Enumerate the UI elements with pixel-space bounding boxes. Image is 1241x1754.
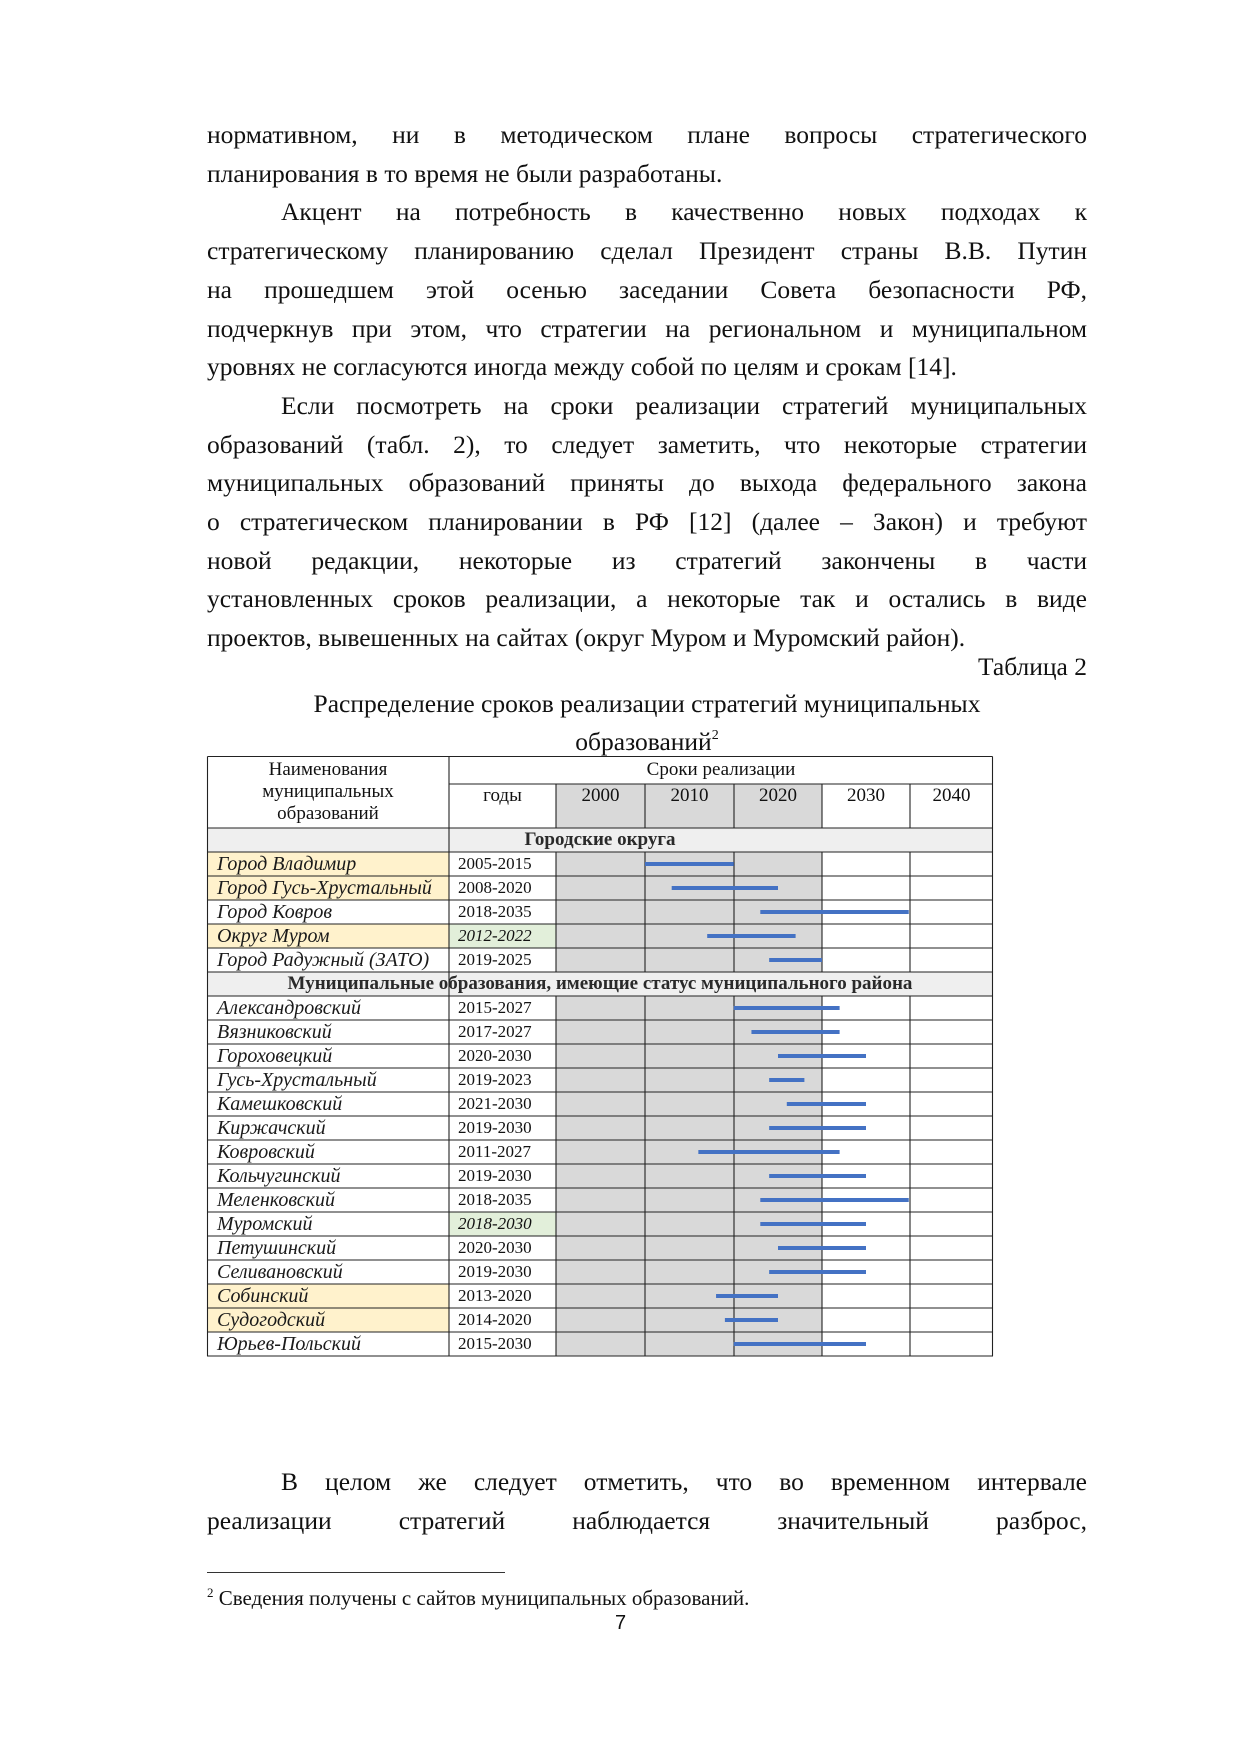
caption-footnote-ref: 2 [711,728,719,743]
municipality-name: Селивановский [217,1261,343,1283]
footnote-separator [207,1572,505,1573]
text-line: проектов, вывешенных на сайтах (округ Муром и Муромский район). [207,623,966,653]
municipality-name: Город Ковров [217,901,333,923]
municipality-name: Петушинский [217,1237,337,1259]
municipality-name: Камешковский [217,1093,343,1115]
municipality-name: Город Радужный (ЗАТО) [217,949,430,971]
implementation-years: 2018-2035 [458,902,532,921]
municipality-name: Собинский [217,1285,309,1307]
decade-header-2030: 2030 [847,785,885,806]
bottom-paragraph [207,1463,1087,1540]
implementation-years: 2011-2027 [458,1142,532,1161]
implementation-years: 2014-2020 [458,1310,532,1329]
municipality-name: Александровский [217,997,361,1019]
text-line: стратегическому планированию сделал Президент страны В.В. Путин [207,236,1087,266]
caption-line-2-text: образований [575,727,712,756]
implementation-years: 2019-2030 [458,1118,532,1137]
name-header-line: образований [277,803,379,824]
text-line: реализации стратегий наблюдается значительный разброс, [207,1505,1087,1535]
text-line: новой редакции, некоторые из стратегий закончены в части [207,545,1087,575]
shaded-period-cells [556,1308,822,1332]
strategy-schedule-table [207,756,993,1358]
text-line: уровнях не согласуются иногда между собой по целям и срокам [14]. [207,352,957,382]
decade-header-2000: 2000 [581,785,620,806]
municipality-name: Город Гусь-Хрустальный [217,877,432,899]
implementation-years: 2015-2027 [458,998,532,1017]
name-column-header [207,759,449,825]
name-header-line: Наименования [268,759,388,780]
implementation-years: 2017-2027 [458,1022,532,1041]
implementation-years: 2008-2020 [458,878,532,897]
municipality-name: Вязниковский [217,1021,332,1043]
implementation-years: 2013-2020 [458,1286,532,1305]
caption-line-1: Распределение сроков реализации стратегий муниципальных [313,689,981,718]
text-line: нормативном, ни в методическом плане вопросы стратегического [207,120,1087,149]
implementation-years: 2015-2030 [458,1334,532,1353]
municipality-name: Юрьев-Польский [217,1333,361,1355]
section-title: Городские округа [524,829,676,850]
top-paragraph [207,193,1087,387]
implementation-years: 2018-2030 [458,1214,532,1233]
text-line: о стратегическом планировании в РФ [12] (далее – Закон) и требуют [207,507,1087,537]
top-paragraph [207,116,1087,193]
table-label: Таблица 2 [977,652,1087,681]
municipality-name: Гороховецкий [217,1045,333,1067]
text-line: планирования в то время не были разработаны. [207,158,723,188]
text-line: установленных сроков реализации, а некоторые так и остались в виде [207,584,1087,614]
body-text-bottom [207,1463,1087,1540]
decade-header-2010: 2010 [670,785,709,806]
implementation-years: 2019-2025 [458,950,532,969]
municipality-name: Округ Муром [217,925,330,947]
footnote-marker: 2 [207,1585,214,1600]
municipality-name: Киржачский [217,1117,326,1139]
implementation-years: 2019-2030 [458,1166,532,1185]
implementation-years: 2019-2023 [458,1070,532,1089]
footnote-text: Сведения получены с сайтов муниципальных образований. [218,1586,750,1610]
caption-line-2 [207,720,1087,758]
table-caption [207,688,1087,758]
text-line: подчеркнув при этом, что стратегии на региональном и муниципальном [207,313,1087,343]
municipality-name: Кольчугинский [217,1165,341,1187]
municipality-name: Меленковский [217,1189,336,1211]
period-group-header: Сроки реализации [646,759,796,780]
text-line: на прошедшем этой осенью заседании Совета безопасности РФ, [207,274,1087,304]
page-number: 7 [614,1612,627,1634]
municipality-name: Город Владимир [217,853,357,875]
implementation-years: 2020-2030 [458,1046,532,1065]
shaded-period-cells [556,1284,822,1308]
text-line: образований (табл. 2), то следует заметить, что некоторые стратегии [207,429,1087,459]
implementation-years: 2021-2030 [458,1094,532,1113]
text-line: Акцент на потребность в качественно новых подходах к [281,197,1087,227]
decade-header-2040: 2040 [932,785,971,806]
body-text-top [207,116,1087,658]
text-line: муниципальных образований приняты до выхода федерального закона [207,468,1087,498]
implementation-years: 2005-2015 [458,854,532,873]
text-line: Если посмотреть на сроки реализации стратегий муниципальных [281,390,1087,420]
shaded-period-cells [556,1092,822,1116]
implementation-years: 2019-2030 [458,1262,532,1281]
footnote [207,1585,749,1611]
decade-header-2020: 2020 [759,785,797,806]
implementation-years: 2012-2022 [458,926,532,945]
implementation-years: 2020-2030 [458,1238,532,1257]
section-title: Муниципальные образования, имеющие статус муниципального района [287,973,913,994]
municipality-name: Гусь-Хрустальный [217,1069,377,1091]
municipality-name: Судогодский [217,1309,326,1331]
name-header-line: муниципальных [262,781,394,802]
text-line: В целом же следует отметить, что во временном интервале [281,1467,1087,1496]
municipality-name: Муромский [217,1213,313,1235]
implementation-years: 2018-2035 [458,1190,532,1209]
years-column-header: годы [483,785,522,806]
municipality-name: Ковровский [217,1141,315,1163]
top-paragraph [207,387,1087,658]
